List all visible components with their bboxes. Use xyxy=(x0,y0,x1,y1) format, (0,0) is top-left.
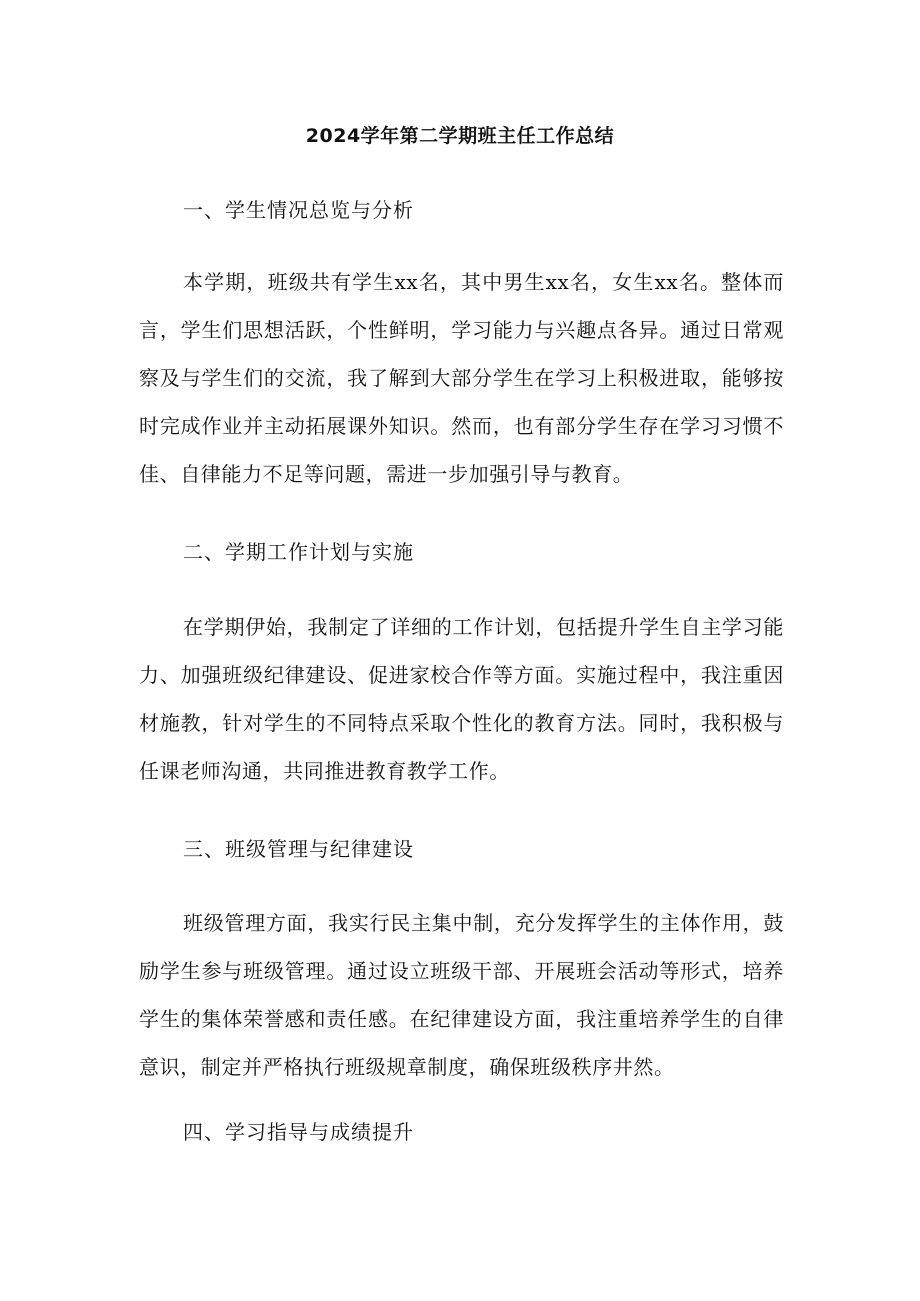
section-2-paragraph: 在学期伊始，我制定了详细的工作计划，包括提升学生自主学习能力、加强班级纪律建设、促进家校合作等方面。实施过程中，我注重因材施教，针对学生的不同特点采取个性化的教育方法。同时，我积极与任课老师沟通，共同推进教育教学工作。 xyxy=(139,615,784,783)
section-3-heading: 三、班级管理与纪律建设 xyxy=(183,837,414,861)
section-1-paragraph: 本学期，班级共有学生xx名，其中男生xx名，女生xx名。整体而言，学生们思想活跃，个性鲜明，学习能力与兴趣点各异。通过日常观察及与学生们的交流，我了解到大部分学生在学习上积极进取，能够按时完成作业并主动拓展课外知识。然而，也有部分学生存在学习习惯不佳、自律能力不足等问题，需进一步加强引导与教育。 xyxy=(139,270,784,486)
section-2-heading: 二、学期工作计划与实施 xyxy=(183,540,414,564)
document-title: 2024学年第二学期班主任工作总结 xyxy=(305,125,615,147)
section-4-heading: 四、学习指导与成绩提升 xyxy=(183,1120,414,1144)
section-3-paragraph: 班级管理方面，我实行民主集中制，充分发挥学生的主体作用，鼓励学生参与班级管理。通过设立班级干部、开展班会活动等形式，培养学生的集体荣誉感和责任感。在纪律建设方面，我注重培养学生的自律意识，制定并严格执行班级规章制度，确保班级秩序井然。 xyxy=(139,911,784,1079)
section-1-heading: 一、学生情况总览与分析 xyxy=(183,198,414,222)
